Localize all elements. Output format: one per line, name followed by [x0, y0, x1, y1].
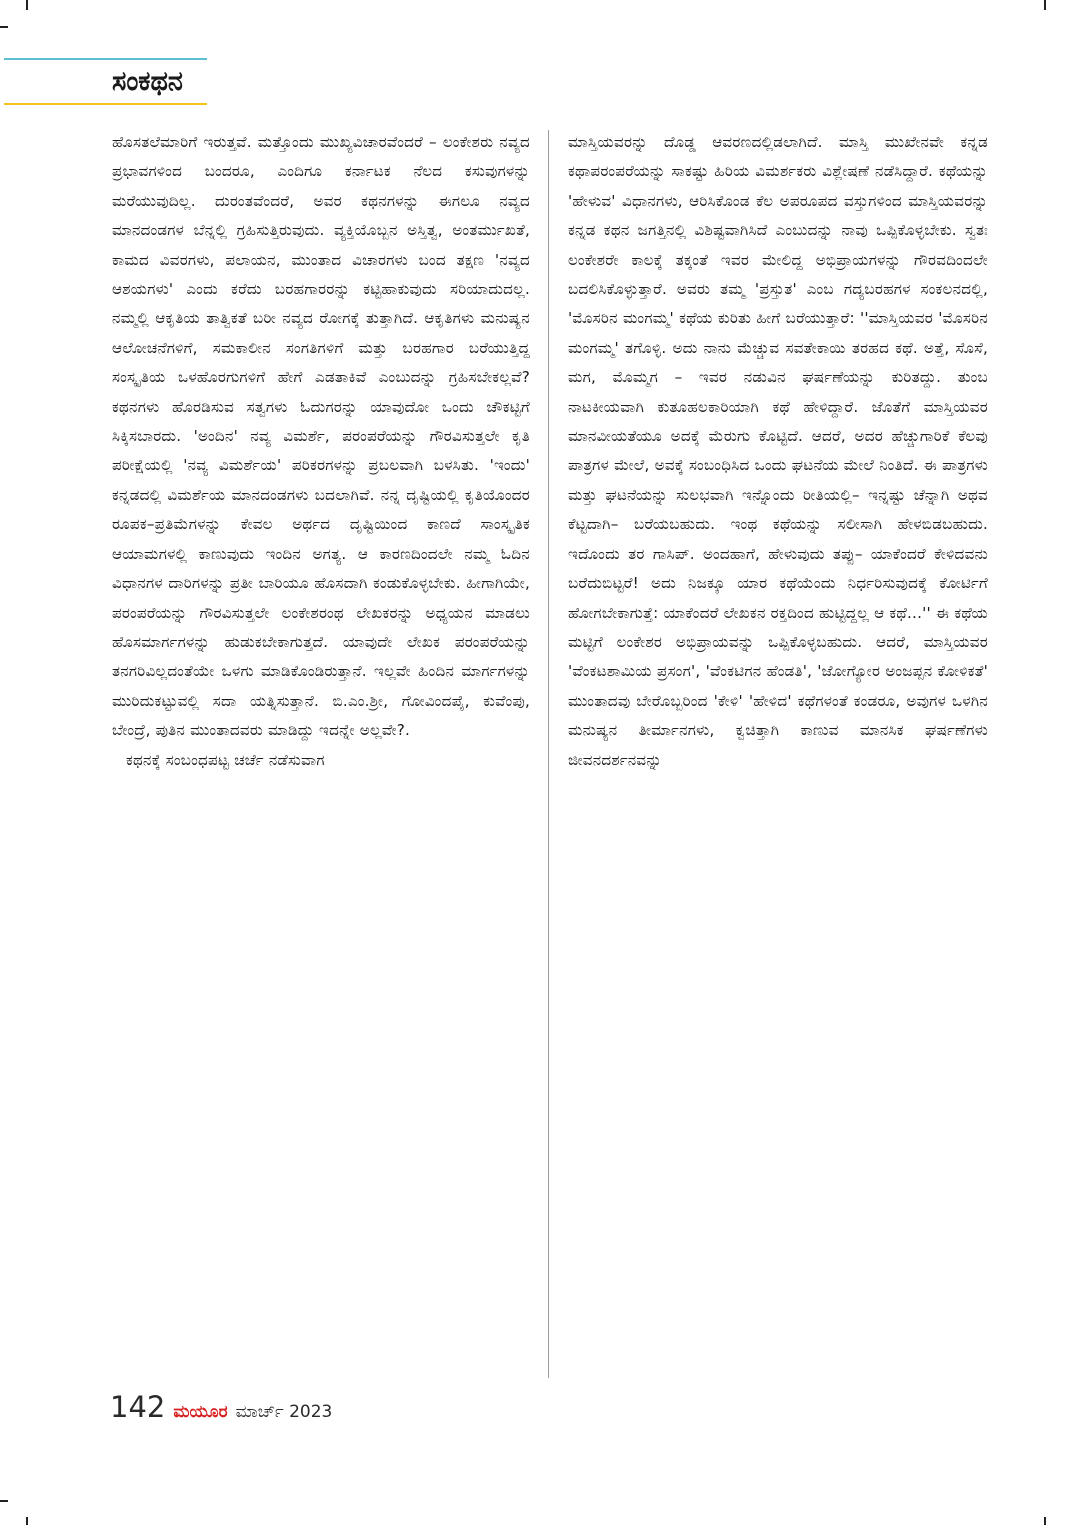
- crop-mark-bottom-right: [1044, 1517, 1046, 1525]
- paragraph: ಕಥನಕ್ಕೆ ಸಂಬಂಧಪಟ್ಟ ಚರ್ಚೆ ನಡೆಸುವಾಗ: [126, 750, 325, 769]
- column-divider: [548, 130, 549, 1378]
- section-title-rule-top: [4, 58, 207, 60]
- issue-date: ಮಾರ್ಚ್ 2023: [235, 1402, 333, 1422]
- crop-mark-left-top: [0, 26, 8, 28]
- crop-mark-top-left: [26, 0, 28, 10]
- paragraph: ಹೊಸತಲೆಮಾರಿಗೆ ಇರುತ್ತವೆ. ಮತ್ತೊಂದು ಮುಖ್ಯವಿಚಾರವೆಂದರೆ – ಲಂಕೇಶರು ನವ್ಯದ ಪ್ರಭಾವಗಳಿಂದ ಬಂದರೂ, ಎಂದಿಗೂ ಕರ್ನಾಟಕ ನೆಲದ ಕಸುವುಗಳನ್ನು ಮರೆಯುವುದಿಲ್ಲ. ದುರಂತವೆಂದರೆ, ಅವರ ಕಥನಗಳನ್ನು ಈಗಲೂ ನವ್ಯದ ಮಾನದಂಡಗಳ ಬೆನ್ನಲ್ಲಿ ಗ್ರಹಿಸುತ್ತಿರುವುದು. ವ್ಯಕ್ತಿಯೊಬ್ಬನ ಅಸ್ತಿತ್ವ, ಅಂತರ್ಮುಖತೆ, ಕಾಮದ ವಿವರಗಳು, ಪಲಾಯನ, ಮುಂತಾದ ವಿಚಾರಗಳು ಬಂದ ತಕ್ಷಣ 'ನವ್ಯದ ಆಶಯಗಳು' ಎಂದು ಕರೆದು ಬರಹಗಾರರನ್ನು ಕಟ್ಟಿಹಾಕುವುದು ಸರಿಯಾದುದಲ್ಲ. ನಮ್ಮಲ್ಲಿ ಆಕೃತಿಯ ತಾತ್ವಿಕತೆ ಬರೀ ನವ್ಯದ ರೋಗಕ್ಕೆ ತುತ್ತಾಗಿದೆ. ಆಕೃತಿಗಳು ಮನುಷ್ಯನ ಆಲೋಚನೆಗಳಿಗೆ, ಸಮಕಾಲೀನ ಸಂಗತಿಗಳಿಗೆ ಮತ್ತು ಬರಹಗಾರ ಬರೆಯುತ್ತಿದ್ದ ಸಂಸ್ಕೃತಿಯ ಒಳಹೊರಗುಗಳಿಗೆ ಹೇಗೆ ಎಡತಾಕಿವೆ ಎಂಬುದನ್ನು ಗ್ರಹಿಸಬೇಕಲ್ಲವೆ? ಕಥನಗಳು ಹೊರಡಿಸುವ ಸತ್ವಗಳು ಓದುಗರನ್ನು ಯಾವುದೋ ಒಂದು ಚೌಕಟ್ಟಿಗೆ ಸಿಕ್ಕಿಸಬಾರದು. 'ಅಂದಿನ' ನವ್ಯ ವಿಮರ್ಶೆ, ಪರಂಪರೆಯನ್ನು ಗೌರವಿಸುತ್ತಲೇ ಕೃತಿ ಪರೀಕ್ಷೆಯಲ್ಲಿ 'ನವ್ಯ ವಿಮರ್ಶೆಯ' ಪರಿಕರಗಳನ್ನು ಪ್ರಬಲವಾಗಿ ಬಳಸಿತು. 'ಇಂದು' ಕನ್ನಡದಲ್ಲಿ ವಿಮರ್ಶೆಯ ಮಾನದಂಡಗಳು ಬದಲಾಗಿವೆ. ನನ್ನ ದೃಷ್ಟಿಯಲ್ಲಿ ಕೃತಿಯೊಂದರ ರೂಪಕ–ಪ್ರತಿಮೆಗಳನ್ನು ಕೇವಲ ಅರ್ಥದ ದೃಷ್ಟಿಯಿಂದ ಕಾಣದೆ ಸಾಂಸ್ಕೃತಿಕ ಆಯಾಮಗಳಲ್ಲಿ ಕಾಣುವುದು ಇಂದಿನ ಅಗತ್ಯ. ಆ ಕಾರಣದಿಂದಲೇ ನಮ್ಮ ಓದಿನ ವಿಧಾನಗಳ ದಾರಿಗಳನ್ನು ಪ್ರತೀ ಬಾರಿಯೂ ಹೊಸದಾಗಿ ಕಂಡುಕೊಳ್ಳಬೇಕು. ಹೀಗಾಗಿಯೇ, ಪರಂಪರೆಯನ್ನು ಗೌರವಿಸುತ್ತಲೇ ಲಂಕೇಶರಂಥ ಲೇಖಕರನ್ನು ಅಧ್ಯಯನ ಮಾಡಲು ಹೊಸಮಾರ್ಗಗಳನ್ನು ಹುಡುಕಬೇಕಾಗುತ್ತದೆ. ಯಾವುದೇ ಲೇಖಕ ಪರಂಪರೆಯನ್ನು ತನಗರಿವಿಲ್ಲದಂತೆಯೇ ಒಳಗು ಮಾಡಿಕೊಂಡಿರುತ್ತಾನೆ. ಇಲ್ಲವೇ ಹಿಂದಿನ ಮಾರ್ಗಗಳನ್ನು ಮುರಿದುಕಟ್ಟುವಲ್ಲಿ ಸದಾ ಯತ್ನಿಸುತ್ತಾನೆ. ಬಿ.ಎಂ.ಶ್ರೀ, ಗೋವಿಂದಪೈ, ಕುವೆಂಪು, ಬೇಂದ್ರೆ, ಪುತಿನ ಮುಂತಾದವರು ಮಾಡಿದ್ದು ಇದನ್ನೇ ಅಲ್ಲವೇ?.: [112, 133, 530, 740]
- article-column-left: [112, 128, 530, 1378]
- article-column-right: [568, 128, 988, 1378]
- page-number: 142: [110, 1390, 166, 1424]
- crop-mark-bottom-left: [26, 1517, 28, 1525]
- section-title: ಸಂಕಥನ: [112, 66, 183, 97]
- paragraph: ಮಾಸ್ತಿಯವರನ್ನು ದೊಡ್ಡ ಆವರಣದಲ್ಲಿಡಲಾಗಿದೆ. ಮಾಸ್ತಿ ಮುಖೇನವೇ ಕನ್ನಡ ಕಥಾಪರಂಪರೆಯನ್ನು ಸಾಕಷ್ಟು ಹಿರಿಯ ವಿಮರ್ಶಕರು ವಿಶ್ಲೇಷಣೆ ನಡೆಸಿದ್ದಾರೆ. ಕಥೆಯನ್ನು 'ಹೇಳುವ' ವಿಧಾನಗಳು, ಆರಿಸಿಕೊಂಡ ಕೆಲ ಅಪರೂಪದ ವಸ್ತುಗಳಿಂದ ಮಾಸ್ತಿಯವರನ್ನು ಕನ್ನಡ ಕಥನ ಜಗತ್ತಿನಲ್ಲಿ ವಿಶಿಷ್ಟವಾಗಿಸಿದೆ ಎಂಬುದನ್ನು ನಾವು ಒಪ್ಪಿಕೊಳ್ಳಬೇಕು. ಸ್ವತಃ ಲಂಕೇಶರೇ ಕಾಲಕ್ಕೆ ತಕ್ಕಂತೆ ಇವರ ಮೇಲಿದ್ದ ಅಭಿಪ್ರಾಯಗಳನ್ನು ಗೌರವದಿಂದಲೇ ಬದಲಿಸಿಕೊಳ್ಳುತ್ತಾರೆ. ಅವರು ತಮ್ಮ 'ಪ್ರಸ್ತುತ' ಎಂಬ ಗದ್ಯಬರಹಗಳ ಸಂಕಲನದಲ್ಲಿ, 'ಮೊಸರಿನ ಮಂಗಮ್ಮ' ಕಥೆಯ ಕುರಿತು ಹೀಗೆ ಬರೆಯುತ್ತಾರೆ: ''ಮಾಸ್ತಿಯವರ 'ಮೊಸರಿನ ಮಂಗಮ್ಮ' ತಗೊಳ್ಳಿ. ಅದು ನಾನು ಮೆಚ್ಚುವ ಸವತೇಕಾಯಿ ತರಹದ ಕಥೆ. ಅತ್ತೆ, ಸೊಸೆ, ಮಗ, ಮೊಮ್ಮಗ – ಇವರ ನಡುವಿನ ಘರ್ಷಣೆಯನ್ನು ಕುರಿತದ್ದು. ತುಂಬ ನಾಟಕೀಯವಾಗಿ ಕುತೂಹಲಕಾರಿಯಾಗಿ ಕಥೆ ಹೇಳಿದ್ದಾರೆ. ಜೊತೆಗೆ ಮಾಸ್ತಿಯವರ ಮಾನವೀಯತೆಯೂ ಅದಕ್ಕೆ ಮೆರುಗು ಕೊಟ್ಟಿದೆ. ಆದರೆ, ಅದರ ಹೆಚ್ಚುಗಾರಿಕೆ ಕೆಲವು ಪಾತ್ರಗಳ ಮೇಲೆ, ಅವಕ್ಕೆ ಸಂಬಂಧಿಸಿದ ಒಂದು ಘಟನೆಯ ಮೇಲೆ ನಿಂತಿದೆ. ಈ ಪಾತ್ರಗಳು ಮತ್ತು ಘಟನೆಯನ್ನು ಸುಲಭವಾಗಿ ಇನ್ನೊಂದು ರೀತಿಯಲ್ಲಿ– ಇನ್ನಷ್ಟು ಚೆನ್ನಾಗಿ ಅಥವ ಕೆಟ್ಟದಾಗಿ– ಬರೆಯಬಹುದು. ಇಂಥ ಕಥೆಯನ್ನು ಸಲೀಸಾಗಿ ಹೇಳಬಿಡಬಹುದು. ಇದೊಂದು ತರ ಗಾಸಿಪ್. ಅಂದಹಾಗೆ, ಹೇಳುವುದು ತಪ್ಪು– ಯಾಕೆಂದರೆ ಕೇಳಿದವನು ಬರೆದುಬಿಟ್ಟರೆ! ಅದು ನಿಜಕ್ಕೂ ಯಾರ ಕಥೆಯೆಂದು ನಿರ್ಧರಿಸುವುದಕ್ಕೆ ಕೋರ್ಟಿಗೆ ಹೋಗಬೇಕಾಗುತ್ತೆ: ಯಾಕೆಂದರೆ ಲೇಖಕನ ರಕ್ತದಿಂದ ಹುಟ್ಟಿದ್ದಲ್ಲ ಆ ಕಥೆ...'' ಈ ಕಥೆಯ ಮಟ್ಟಿಗೆ ಲಂಕೇಶರ ಅಭಿಪ್ರಾಯವನ್ನು ಒಪ್ಪಿಕೊಳ್ಳಬಹುದು. ಆದರೆ, ಮಾಸ್ತಿಯವರ 'ವೆಂಕಟಶಾಮಿಯ ಪ್ರಸಂಗ', 'ವೆಂಕಟಿಗನ ಹೆಂಡತಿ', 'ಜೋಗ್ಯೋರ ಅಂಜಪ್ಪನ ಕೋಳಿಕತೆ' ಮುಂತಾದವು ಬೇರೊಬ್ಬರಿಂದ 'ಕೇಳಿ' 'ಹೇಳಿದ' ಕಥೆಗಳಂತೆ ಕಂಡರೂ, ಅವುಗಳ ಒಳಗಿನ ಮನುಷ್ಯನ ತೀರ್ಮಾನಗಳು, ಕ್ವಚಿತ್ತಾಗಿ ಕಾಣುವ ಮಾನಸಿಕ ಘರ್ಷಣೆಗಳು ಜೀವನದರ್ಶನವನ್ನು: [568, 133, 988, 769]
- section-title-rule-bottom: [4, 103, 207, 105]
- page-footer: [110, 1390, 332, 1430]
- magazine-logo: ಮಯೂರ: [173, 1402, 228, 1422]
- crop-mark-top-right: [1044, 0, 1046, 10]
- crop-mark-left-bottom: [0, 1500, 8, 1502]
